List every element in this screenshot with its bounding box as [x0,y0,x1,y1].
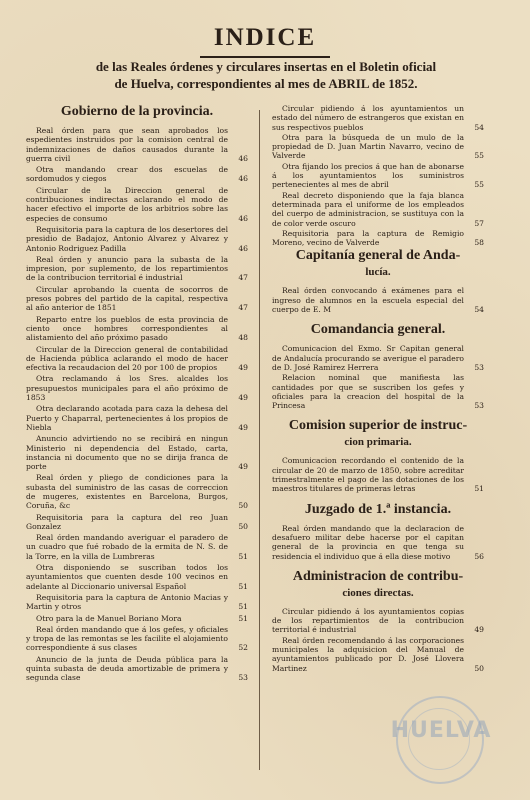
entry-text: Otra reclamando á los Sres. alcaldes los presupuestos municipales para el año próximo de 1853 [26,374,228,403]
section-heading-line-2: cion primaria. [344,436,412,449]
section-heading-line-1: Juzgado de 1.ª instancia. [304,501,452,517]
index-entry [26,374,248,402]
entry-text: Otra declarando acotada para caza la dehesa del Puerto y Chaparral, pertenecientes á los propios de Niebla [26,404,228,432]
index-entry [26,625,248,653]
entry-page-number: 56 [474,551,484,561]
section-heading-line-1: Capitanía general de Anda- [295,248,461,264]
index-entry [272,286,484,314]
right-top-entry-list [272,104,484,247]
entry-page-number: 47 [238,273,248,283]
entry-text: Requisitoria para la captura del reo Juan Gonzalez [26,512,228,531]
subtitle-line-2: de Huelva, correspondientes al mes de ABRIL de 1852. [114,76,418,91]
section-heading-line-2: lucía. [365,266,391,279]
section-heading-line-1: Comision superior de instruc- [288,418,468,434]
entry-page-number: 54 [474,305,484,315]
section-heading [272,248,484,280]
entry-text: Otro para la de Manuel Boriano Mora [36,613,182,623]
entry-page-number: 49 [238,393,248,403]
entry-text: Otra para la búsqueda de un mulo de la propiedad de D. Juan Martin Navarro, vecino de Valverde [272,132,464,161]
column-divider [259,110,260,770]
entry-text: Requisitoria para la captura de los desertores del presidio de Badajoz, Antonio Alvarez y Alvarez y Antonio Rodriguez Padilla [26,224,228,253]
entry-page-number: 54 [474,122,484,132]
entry-text: Otra fijando los precios á que han de abonarse á los ayuntamientos los suministros pertenecientes al mes de abril [272,161,464,190]
entry-text: Requisitoria para la captura de Antonio Macias y Martin y otros [26,592,228,612]
entry-text: Reparto entre los pueblos de esta provincia de ciento once hombres correspondientes al alistamiento del año próximo pasado [26,314,228,343]
index-entry [272,636,484,673]
index-entry [272,229,484,248]
right-section-list [272,248,484,672]
entry-page-number: 51 [238,613,248,623]
entry-text: Anuncio de la junta de Deuda pública para la quinta subasta de deuda amortizable de primera y segunda clase [26,654,228,683]
section-heading [272,418,484,450]
entry-page-number: 53 [238,673,248,683]
index-entry [272,344,484,372]
entry-text: Anuncio advirtiendo no se recibirá en ningun Ministerio ni dependencia del Estado, carta, instancia ni documento que no se dirija franca de porte [26,434,228,472]
index-entry [26,285,248,313]
entry-page-number: 46 [238,213,248,223]
entry-page-number: 46 [238,174,248,184]
index-entry [26,186,248,223]
index-entry [26,563,248,591]
entry-text: Otra disponiendo se suscriban todos los ayuntamientos que cuenten desde 100 vecinos en adelante al Diccionario universal Español [26,563,228,591]
entry-page-number: 51 [474,484,484,494]
entry-text: Real órden mandando que la declaracion de desafuero militar debe hacerse por el capitan general de la provincia en que tenga su residencia el individuo que á ella diese motivo [272,523,464,561]
entry-page-number: 49 [238,422,248,432]
index-entry [26,473,248,510]
section-heading [272,502,484,518]
index-entry [272,373,484,410]
entry-text: Comunicacion recordando el contenido de la circular de 20 de marzo de 1850, sobre acreditar trimestralmente el pago de las dotaciones de los maestros titulares de primeras letras [272,456,464,494]
entry-page-number: 52 [238,643,248,653]
index-entry [26,126,248,163]
index-entry [26,434,248,471]
entry-page-number: 51 [238,551,248,561]
entry-text: Real órden y anuncio para la subasta de la impresion, por suplemento, de los repartimientos de la contribucion territorial é industrial [26,254,228,283]
subtitle-line-1: de las Reales órdenes y circulares insertas en el Boletin oficial [95,59,437,74]
entry-text: Circular pidiendo á los ayuntamientos un estado del número de estrangeros que existan en sus respectivos pueblos [272,104,464,132]
entry-page-number: 50 [238,521,248,531]
index-entry [26,513,248,532]
entry-text: Relacion nominal que manifiesta las cantidades por que se suscriben los gefes y oficiales para la creacion del hospital de la Princesa [272,373,464,411]
entry-page-number: 49 [238,462,248,472]
entry-text: Real órden convocando á exámenes para el ingreso de alumnos en la escuela especial del cuerpo de E. M [272,286,464,315]
entry-page-number: 53 [474,401,484,411]
index-entry [26,655,248,683]
entry-page-number: 57 [474,218,484,228]
entry-text: Circular pidiendo á los ayuntamientos copias de los repartimientos de la contribucion territorial é industrial [272,606,464,635]
entry-text: Otra mandando crear dos escuelas de sordomudos y ciegos [26,165,228,184]
index-entry [26,345,248,373]
index-entry [272,104,484,132]
entry-text: Circular aprobando la cuenta de socorros de presos pobres del partido de la capital, respectiva al año anterior de 1851 [26,284,228,313]
section-heading [272,569,484,601]
entry-page-number: 51 [238,602,248,612]
entry-page-number: 53 [474,362,484,372]
entry-page-number: 46 [238,153,248,163]
entry-text: Real órden mandando que á los gefes, y oficiales y tropa de las remontas se les facilite el alojamiento correspondiente á sus clases [26,624,228,653]
index-entry [272,607,484,635]
entry-page-number: 48 [238,333,248,343]
index-entry [272,524,484,561]
entry-text: Real órden para que sean aprobados los espedientes instruidos por la comision central de indemnizaciones de daños causados durante la guerra civil [26,126,228,163]
entry-text: Real órden recomendando á las corporaciones municipales la adquisicion del Manual de ayuntamientos publicado por D. José Llovera Martinez [272,635,464,673]
index-entry [26,165,248,184]
entry-page-number: 49 [238,363,248,373]
entry-page-number: 55 [474,180,484,190]
entry-text: Circular de la Direccion general de contabilidad de Hacienda pública aclarando el modo de hacer efectiva la recaudacion del 20 por 100 de propios [26,344,228,373]
section-heading-gobierno: Gobierno de la provincia. [60,104,214,119]
index-entry [26,614,248,623]
index-entry [26,404,248,432]
section-heading-line-1: Administracion de contribu- [292,568,464,584]
entry-page-number: 51 [238,581,248,591]
document-title: INDICE [213,24,317,51]
library-stamp-text: HUELVA [390,718,492,743]
entry-text: Requisitoria para la captura de Remigio Moreno, vecino de Valverde [272,228,464,248]
entry-text: Circular de la Direccion general de contribuciones indirectas aclarando el modo de hacer efectivo el importe de los arbitrios sobre las especies de consumo [26,185,228,223]
entry-page-number: 50 [474,663,484,673]
section-heading [272,322,484,338]
index-entry [272,162,484,190]
right-column [272,104,484,794]
entry-text: Real órden mandando averiguar el paradero de un cuadro que fué robado de la ermita de N. S. de la Torre, en la villa de Lumbreras [26,533,228,561]
left-column [26,104,248,794]
section-heading-line-2: ciones directas. [342,586,414,599]
index-entry [272,191,484,228]
entry-page-number: 58 [474,238,484,248]
entry-page-number: 55 [474,151,484,161]
index-entry [26,315,248,343]
entry-page-number: 47 [238,303,248,313]
index-entry [26,593,248,612]
index-entry [26,225,248,253]
entry-text: Real decreto disponiendo que la faja blanca determinada para el uniforme de los empleados del cuerpo de administracion, se sustituya con la de color verde oscuro [272,190,464,228]
entry-text: Real órden y pliego de condiciones para la subasta del suministro de las casas de correccion de mugeres, existentes en Barcelona, Burgos, Coruña, &c [26,473,228,511]
entry-text: Comunicacion del Exmo. Sr Capitan general de Andalucía procurando se averigue el paradero de D. José Ramirez Herrera [272,344,464,372]
left-entry-list [26,126,248,683]
entry-page-number: 49 [474,625,484,635]
index-entry [26,533,248,561]
index-entry [272,133,484,161]
section-heading-line-1: Comandancia general. [310,322,446,338]
entry-page-number: 46 [238,243,248,253]
index-entry [26,255,248,283]
document-subtitle [26,58,506,92]
index-entry [272,456,484,493]
entry-page-number: 50 [238,501,248,511]
